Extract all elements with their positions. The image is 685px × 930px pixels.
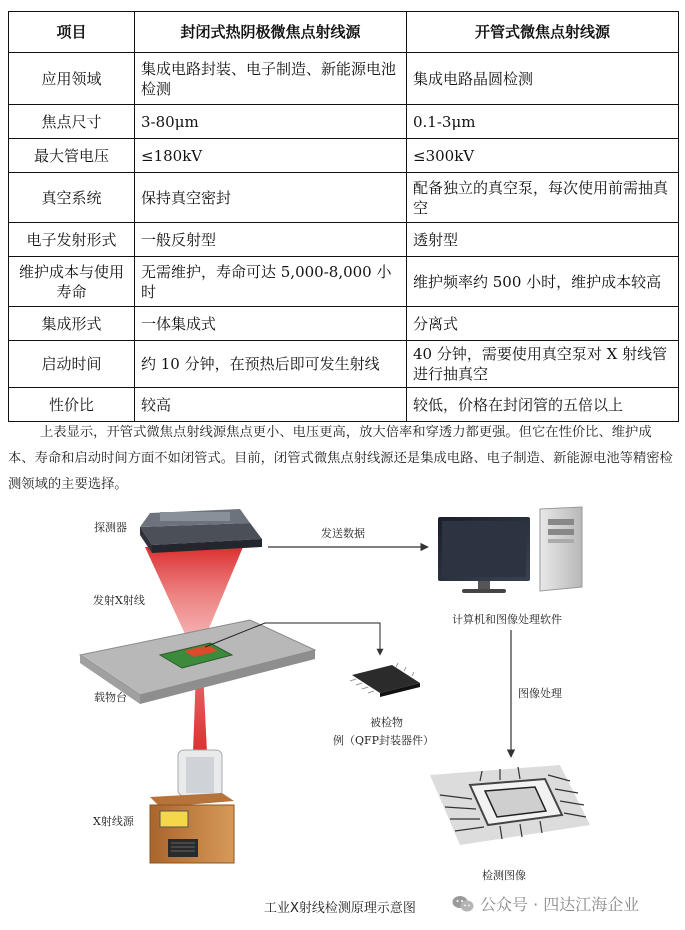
table-cell: 集成电路晶圆检测: [407, 53, 679, 105]
table-cell: 配备独立的真空泵，每次使用前需抽真空: [407, 173, 679, 223]
wechat-icon: [452, 895, 474, 913]
computer-icon: [438, 507, 582, 593]
table-header: 封闭式热阴极微焦点射线源: [135, 12, 407, 53]
table-row: [9, 139, 679, 173]
row-label: 电子发射形式: [9, 223, 135, 257]
qfp-chip-icon: [350, 663, 420, 697]
watermark-text: 公众号 · 四达江海企业: [480, 895, 640, 914]
table-cell: 较低，价格在封闭管的五倍以上: [407, 388, 679, 422]
table-cell: 3-80μm: [135, 105, 407, 139]
table-cell: 集成电路封装、电子制造、新能源电池检测: [135, 53, 407, 105]
sample-example-label: 例（QFP封装器件）: [333, 734, 435, 747]
row-label: 最大管电压: [9, 139, 135, 173]
table-row: [9, 53, 679, 105]
table-cell: 一般反射型: [135, 223, 407, 257]
xray-source-label: X射线源: [93, 815, 134, 828]
xray-source-icon: [150, 750, 234, 863]
detector-icon: [140, 509, 262, 553]
computer-label: 计算机和图像处理软件: [452, 613, 562, 626]
figure-caption: 工业X射线检测原理示意图: [264, 901, 416, 916]
stage-label: 载物台: [94, 691, 127, 704]
table-cell: 一体集成式: [135, 307, 407, 341]
xray-diagram: [0, 495, 685, 930]
table-cell: ≤300kV: [407, 139, 679, 173]
send-data-label: 发送数据: [321, 527, 365, 540]
table-cell: 维护频率约 500 小时，维护成本较高: [407, 257, 679, 307]
table-cell: ≤180kV: [135, 139, 407, 173]
row-label: 真空系统: [9, 173, 135, 223]
row-label: 性价比: [9, 388, 135, 422]
row-label: 启动时间: [9, 341, 135, 388]
body-paragraph: 上表显示，开管式微焦点射线源焦点更小、电压更高，放大倍率和穿透力都更强。但它在性价比、维护成本、寿命和启动时间方面不如闭管式。目前，闭管式微焦点射线源还是集成电路、电子制造、新能源电池等精密检测领域的主要选择。: [8, 425, 673, 493]
table-header-row: [9, 12, 679, 53]
table-cell: 较高: [135, 388, 407, 422]
table-cell: 分离式: [407, 307, 679, 341]
table-row: [9, 341, 679, 388]
table-cell: 约 10 分钟，在预热后即可发生射线: [135, 341, 407, 388]
result-image: [430, 765, 590, 845]
row-label: 焦点尺寸: [9, 105, 135, 139]
table-row: [9, 388, 679, 422]
table-row: [9, 257, 679, 307]
table-header: 开管式微焦点射线源: [407, 12, 679, 53]
sample-label: 被检物: [370, 716, 403, 729]
comparison-table: [8, 11, 679, 422]
table-cell: 无需维护，寿命可达 5,000-8,000 小时: [135, 257, 407, 307]
table-cell: 0.1-3μm: [407, 105, 679, 139]
table-row: [9, 307, 679, 341]
row-label: 集成形式: [9, 307, 135, 341]
table-row: [9, 105, 679, 139]
row-label: 维护成本与使用寿命: [9, 257, 135, 307]
table-cell: 40 分钟，需要使用真空泵对 X 射线管进行抽真空: [407, 341, 679, 388]
table-cell: 透射型: [407, 223, 679, 257]
image-processing-label: 图像处理: [518, 687, 562, 700]
table-cell: 保持真空密封: [135, 173, 407, 223]
emit-xray-label: 发射X射线: [93, 594, 145, 607]
result-label: 检测图像: [482, 869, 526, 882]
row-label: 应用领域: [9, 53, 135, 105]
detector-label: 探测器: [94, 521, 127, 534]
watermark: [452, 892, 639, 915]
table-header: 项目: [9, 12, 135, 53]
table-row: [9, 223, 679, 257]
table-row: [9, 173, 679, 223]
